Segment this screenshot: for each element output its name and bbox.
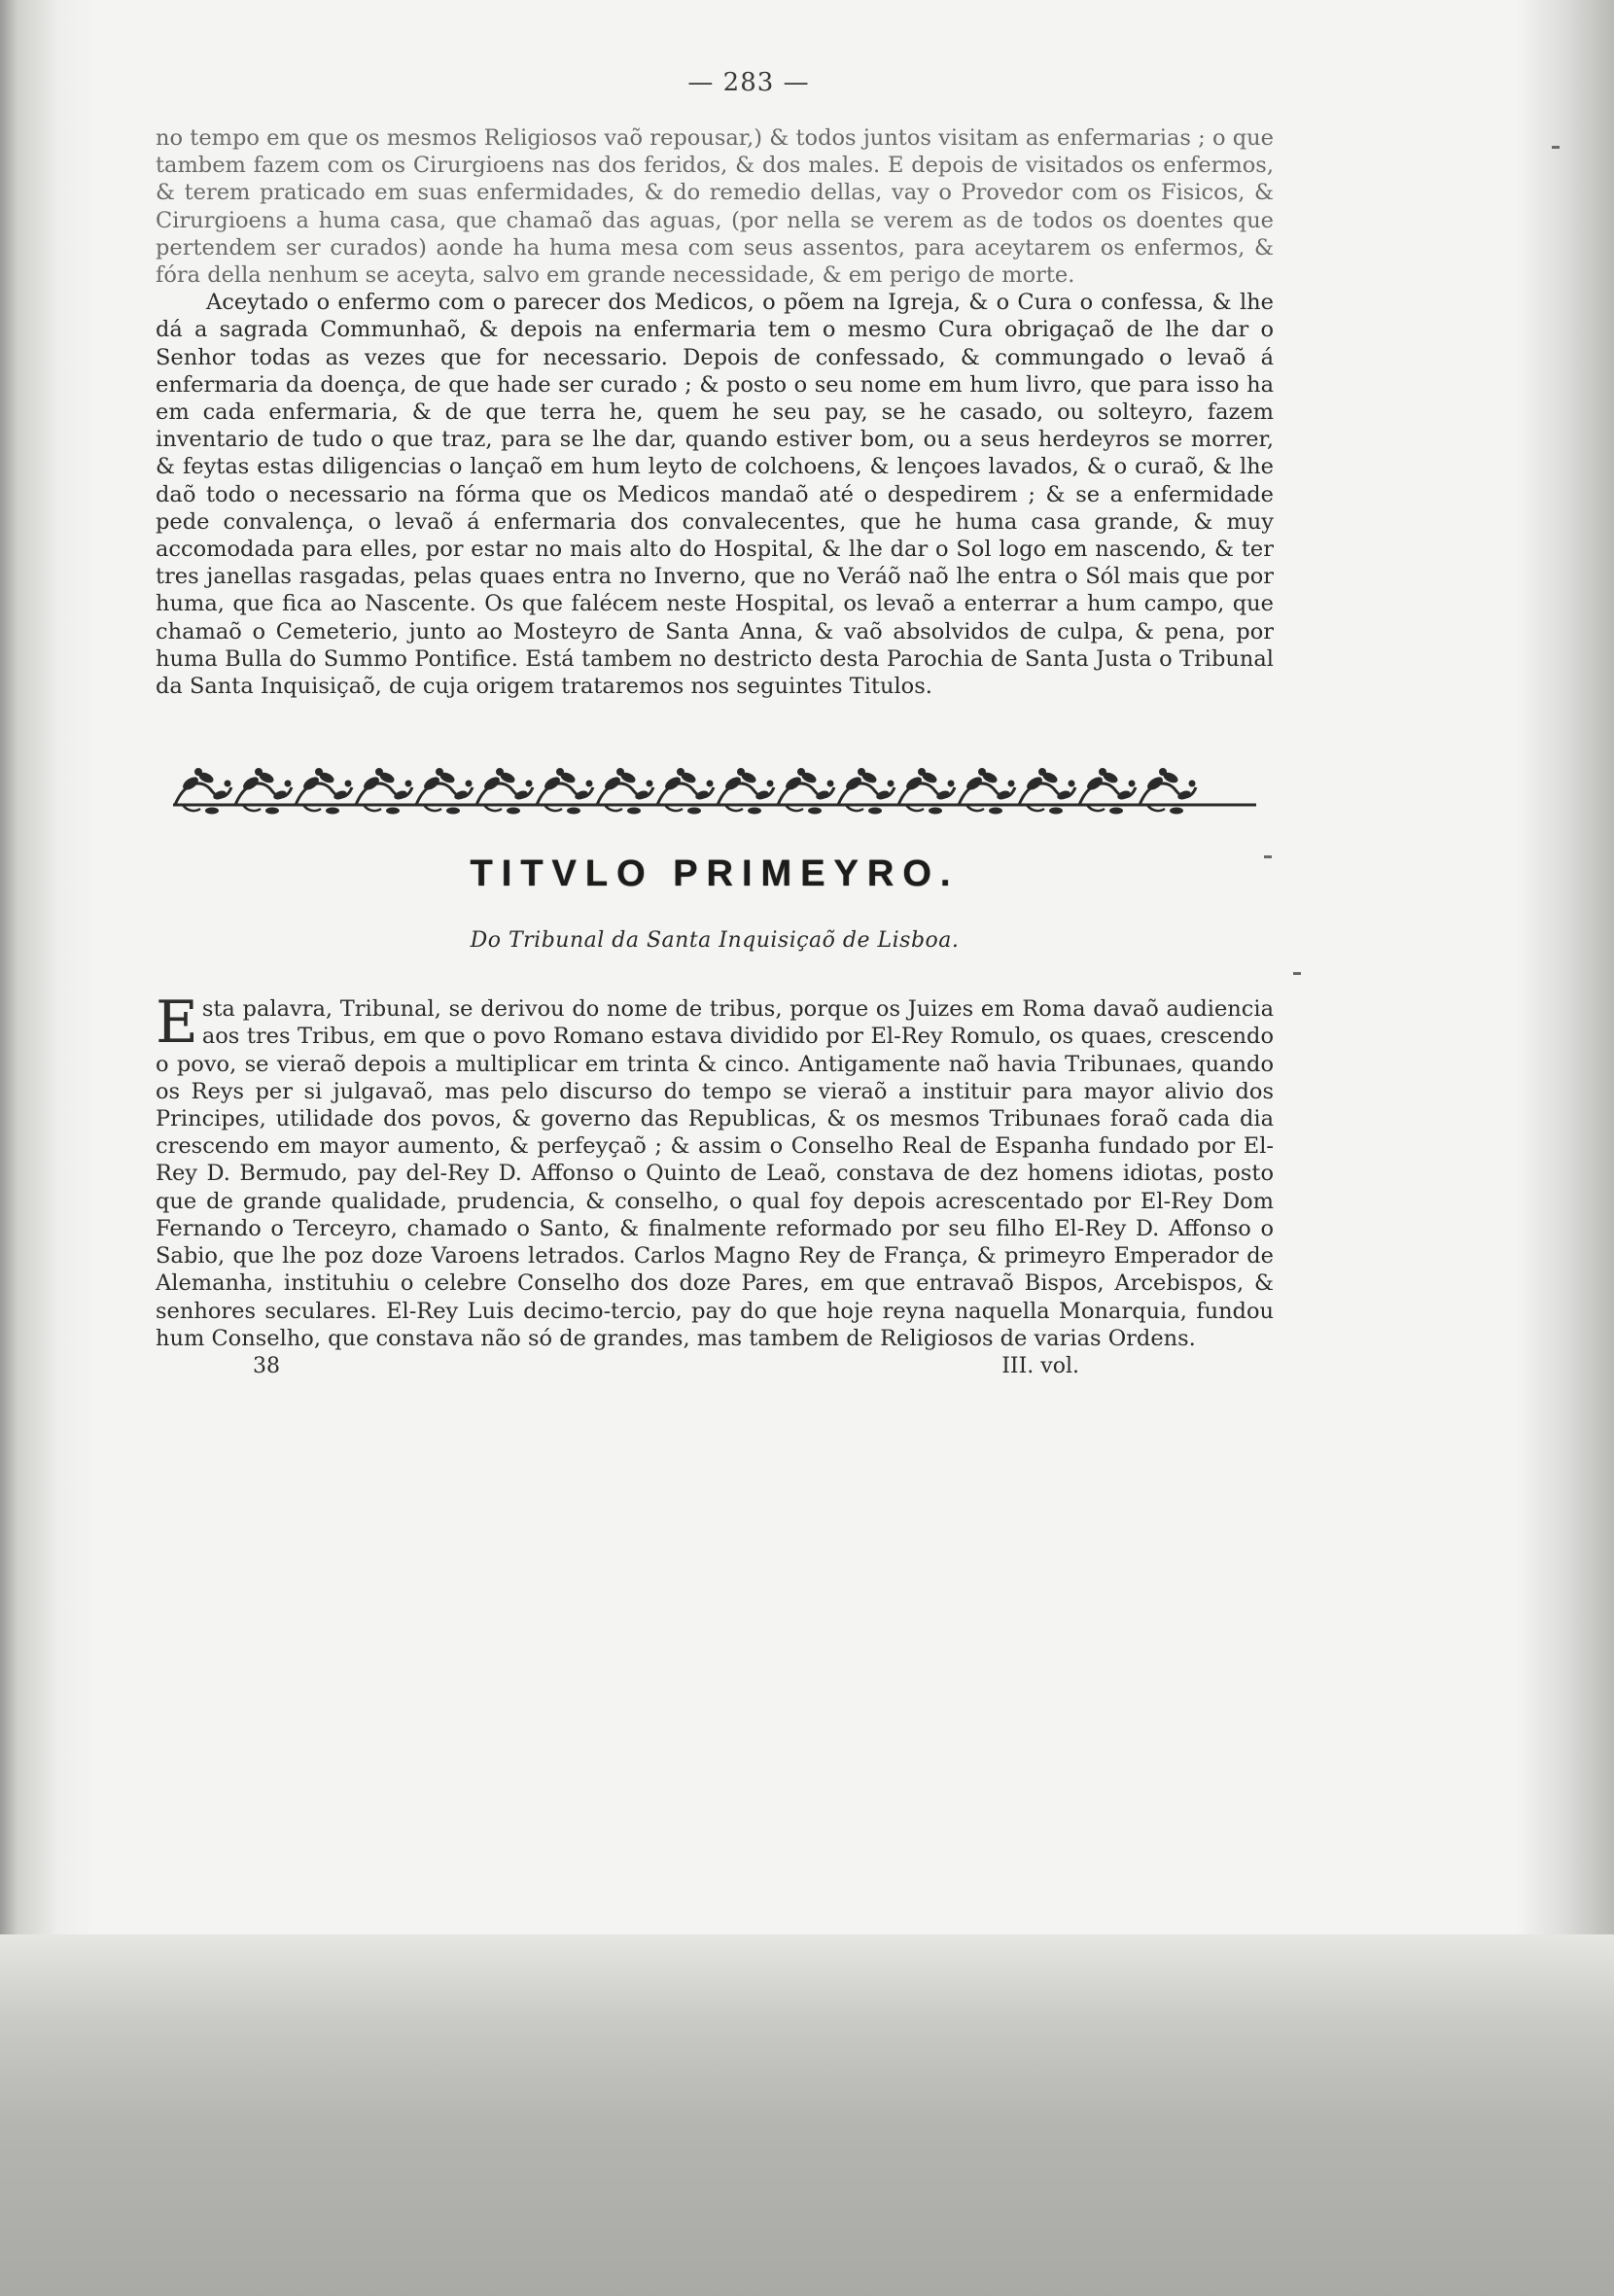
signature-mark: 38 [253, 1353, 280, 1378]
page-number: — 283 — [687, 68, 810, 97]
drop-cap: E [156, 989, 198, 1058]
floral-vine-border-icon [156, 762, 1274, 818]
edge-mark [1552, 146, 1560, 149]
section-title: TITVLO PRIMEYRO. [470, 853, 960, 895]
book-page [156, 68, 1274, 1378]
volume-mark: III. vol. [1001, 1353, 1079, 1378]
paragraph-tribunal-text: sta palavra, Tribunal, se derivou do nome de tribus, porque os Juizes em Roma davaõ audiencia aos tres Tribus, em que o povo Romano estava dividido por El-Rey Romulo, os quaes, crescendo o povo, se vieraõ depois a multiplicar em trinta & cinco. Antigamente naõ havia Tribunaes, quando os Reys per si julgavaõ, mas pelo discurso do tempo se vieraõ a instituir para mayor alivio dos Principes, utilidade dos povos, & governo das Republicas, & os mesmos Tribunaes foraõ cada dia crescendo em mayor aumento, & perfeyçaõ ; & assim o Conselho Real de Espanha fundado por El-Rey D. Bermudo, pay del-Rey D. Affonso o Quinto de Leaõ, constava de dez homens idiotas, posto que de grande qualidade, prudencia, & conselho, o qual foy depois acrescentado por El-Rey Dom Fernando o Terceyro, chamado o Santo, & finalmente reformado por seu filho El-Rey D. Affonso o Sabio, que lhe poz doze Varoens letrados. Carlos Magno Rey de França, & primeyro Emperador de Alemanha, instituhiu o celebre Conselho dos doze Pares, em que entravaõ Bispos, Arcebispos, & senhores seculares. El-Rey Luis decimo-tercio, pay do que hoje reyna naquella Monarquia, fundou hum Conselho, que constava não só de grandes, mas tambem de Religiosos de varias Ordens. [156, 996, 1274, 1351]
scanned-page-bottom-shadow [0, 1934, 1614, 2296]
edge-mark [1264, 855, 1272, 858]
paragraph-hospital: Aceytado o enfermo com o parecer dos Medicos, o põem na Igreja, & o Cura o confessa, & lhe dá a sagrada Communhaõ, & depois na enfermaria tem o mesmo Cura obrigaçaõ de lhe dar o Senhor todas as vezes que for necessario. Depois de confessado, & commungado o levaõ á enfermaria da doença, de que hade ser curado ; & posto o seu nome em hum livro, que para isso ha em cada enfermaria, & de que terra he, quem he seu pay, se he casado, ou solteyro, fazem inventario de tudo o que traz, para se lhe dar, quando estiver bom, ou a seus herdeyros se morrer, & feytas estas diligencias o lançaõ em hum leyto de colchoens, & lençoes lavados, & o curaõ, & lhe daõ todo o necessario na fórma que os Medicos mandaõ até o despedirem ; & se a enfermidade pede convalença, o levaõ á enfermaria dos convalecentes, que he huma casa grande, & muy accomodada para elles, por estar no mais alto do Hospital, & lhe dar o Sol logo em nascendo, & ter tres janellas rasgadas, pelas quaes entra no Inverno, que no Veráõ naõ lhe entra o Sól mais que por huma, que fica ao Nascente. Os que falécem neste Hospital, os levaõ a enterrar a hum campo, que chamaõ o Cemeterio, junto ao Mosteyro de Santa Anna, & vaõ absolvidos de culpa, & pena, por huma Bulla do Summo Pontifice. Está tambem no destricto desta Parochia de Santa Justa o Tribunal da Santa Inquisiçaõ, de cuja origem trataremos nos seguintes Titulos. [156, 290, 1274, 700]
paragraph-tribunal [156, 989, 1274, 1352]
paragraph-continuation: no tempo em que os mesmos Religiosos vaõ repousar,) & todos juntos visitam as enfermarias ; o que tambem fazem com os Cirurgioens nas dos feridos, & dos males. E depois de visitados os enfermos, & terem praticado em suas enfermidades, & do remedio dellas, vay o Provedor com os Fisicos, & Cirurgioens a huma casa, que chamaõ das aguas, (por nella se verem as de todos os doentes que pertendem ser curados) aonde ha huma mesa com seus assentos, para aceytarem os enfermos, & fóra della nenhum se aceyta, salvo em grande necessidade, & em perigo de morte. [156, 125, 1274, 289]
edge-mark [1293, 972, 1301, 975]
section-subtitle: Do Tribunal da Santa Inquisiçaõ de Lisboa. [470, 928, 960, 954]
signature-line [156, 1354, 1274, 1378]
